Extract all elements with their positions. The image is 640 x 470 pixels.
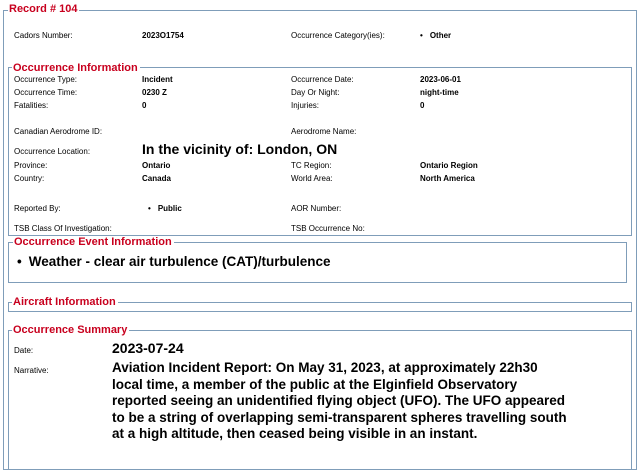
reported-by-value: • Public [148, 204, 182, 214]
occurrence-summary-legend: Occurrence Summary [13, 324, 128, 336]
occurrence-category-label: Occurrence Category(ies): [291, 31, 385, 40]
occurrence-time-label: Occurrence Time: [14, 88, 78, 97]
province-label: Province: [14, 161, 48, 170]
record-title: Record # 104 [9, 3, 78, 15]
occurrence-time-value: 0230 Z [142, 88, 167, 97]
province-value: Ontario [142, 161, 171, 170]
country-label: Country: [14, 174, 45, 183]
tsb-occurrence-no-label: TSB Occurrence No: [291, 224, 365, 233]
world-area-value: North America [420, 174, 475, 183]
occurrence-type-label: Occurrence Type: [14, 75, 77, 84]
cadors-number-value: 2023O1754 [142, 31, 184, 40]
tc-region-value: Ontario Region [420, 161, 478, 170]
tsb-class-label: TSB Class Of Investigation: [14, 224, 112, 233]
summary-date-label: Date: [14, 346, 34, 355]
aor-number-label: AOR Number: [291, 204, 342, 213]
cadors-number-label: Cadors Number: [14, 31, 73, 40]
occurrence-type-value: Incident [142, 75, 173, 84]
summary-date-value: 2023-07-24 [112, 340, 184, 356]
aerodrome-name-label: Aerodrome Name: [291, 127, 357, 136]
occurrence-location-value: In the vicinity of: London, ON [142, 141, 338, 157]
fatalities-value: 0 [142, 101, 147, 110]
occurrence-information-legend: Occurrence Information [13, 62, 138, 74]
tc-region-label: TC Region: [291, 161, 332, 170]
canadian-aerodrome-id-label: Canadian Aerodrome ID: [14, 127, 103, 136]
reported-by-label: Reported By: [14, 204, 61, 213]
country-value: Canada [142, 174, 171, 183]
occurrence-date-value: 2023-06-01 [420, 75, 461, 84]
narrative-label: Narrative: [14, 366, 49, 375]
injuries-label: Injuries: [291, 101, 320, 110]
occurrence-event-legend: Occurrence Event Information [14, 236, 172, 248]
injuries-value: 0 [420, 101, 425, 110]
narrative-value: Aviation Incident Report: On May 31, 2023, at approximately 22h30 local time, a member of the public at the Elginfield Observatory reported seeing an unidentified flying object (UFO). The UFO appeared to be a string of overlapping semi-transparent spheres travelling south at a high altitude, then ceased being visible in an instant. [112, 360, 567, 442]
event-item: • Weather - clear air turbulence (CAT)/turbulence [17, 254, 331, 270]
day-or-night-value: night-time [420, 88, 459, 97]
fatalities-label: Fatalities: [14, 101, 49, 110]
occurrence-location-label: Occurrence Location: [14, 147, 91, 156]
occurrence-date-label: Occurrence Date: [291, 75, 354, 84]
day-or-night-label: Day Or Night: [291, 88, 340, 97]
world-area-label: World Area: [291, 174, 333, 183]
occurrence-category-value: • Other [420, 31, 451, 41]
aircraft-information-legend: Aircraft Information [13, 296, 116, 308]
